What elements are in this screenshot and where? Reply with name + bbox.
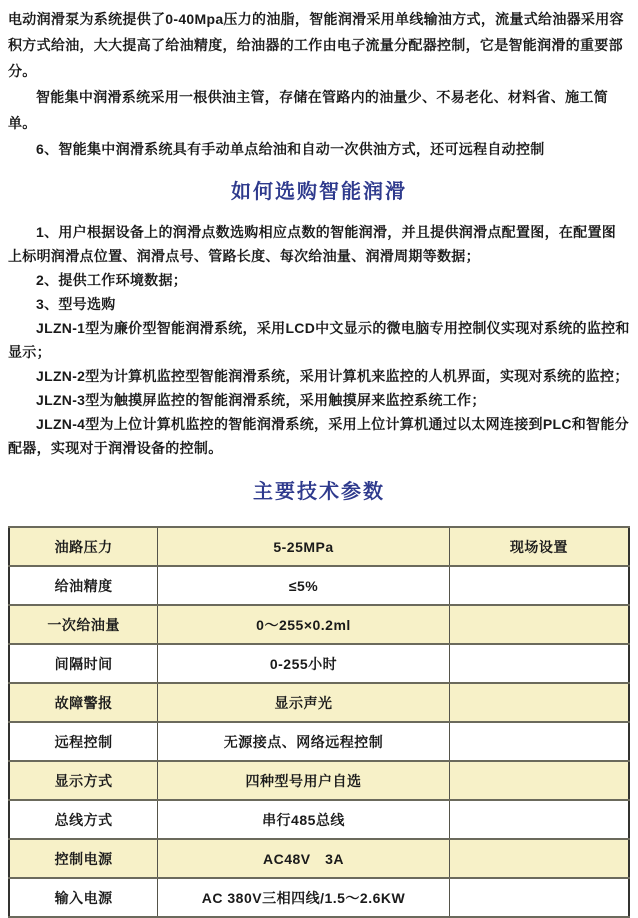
- param-value-cell: 0～255×0.2ml: [158, 605, 449, 644]
- guide-paragraph-2: 2、提供工作环境数据；: [36, 272, 188, 288]
- param-name-cell: 远程控制: [9, 722, 158, 761]
- param-note-cell: [449, 722, 629, 761]
- param-name-cell: 控制电源: [9, 839, 158, 878]
- param-note-cell: 现场设置: [449, 527, 629, 566]
- table-row: [9, 605, 629, 644]
- guide-paragraph-jlzn2: JLZN-2型为计算机监控型智能润滑系统，采用计算机来监控的人机界面，实现对系统的监控；: [36, 368, 629, 384]
- param-value-cell: AC 380V三相四线/1.5～2.6KW: [158, 878, 449, 917]
- intro-paragraph-2: 智能集中润滑系统采用一根供油主管，存储在管路内的油量少、不易老化、材料省、施工简单。: [8, 89, 608, 131]
- param-name-cell: 总线方式: [9, 800, 158, 839]
- param-value-cell: 显示声光: [158, 683, 449, 722]
- table-row: [9, 722, 629, 761]
- param-note-cell: [449, 644, 629, 683]
- guide-paragraph-jlzn4: JLZN-4型为上位计算机监控的智能润滑系统，采用上位计算机通过以太网连接到PLC和智能分配器，实现对于润滑设备的控制。: [8, 416, 629, 456]
- param-note-cell: [449, 683, 629, 722]
- param-note-cell: [449, 761, 629, 800]
- param-name-cell: 间隔时间: [9, 644, 158, 683]
- intro-section: [8, 6, 630, 162]
- param-value-cell: AC48V 3A: [158, 839, 449, 878]
- guide-paragraph-jlzn3: JLZN-3型为触摸屏监控的智能润滑系统，采用触摸屏来监控系统工作；: [36, 392, 486, 408]
- intro-paragraph-1: 电动润滑泵为系统提供了0-40Mpa压力的油脂，智能润滑采用单线输油方式，流量式给油器采用容积方式给油，大大提高了给油精度，给油器的工作由电子流量分配器控制，它是智能润滑的重要部分。: [8, 11, 624, 79]
- param-note-cell: [449, 839, 629, 878]
- section-title-tech-params: 主要技术参数: [253, 481, 385, 503]
- guide-paragraph-jlzn1: JLZN-1型为廉价型智能润滑系统，采用LCD中文显示的微电脑专用控制仪实现对系统的监控和显示；: [8, 320, 630, 360]
- param-name-cell: 故障警报: [9, 683, 158, 722]
- param-name-cell: 显示方式: [9, 761, 158, 800]
- param-name-cell: 输入电源: [9, 878, 158, 917]
- section-title-how-to-buy: 如何选购智能润滑: [231, 181, 407, 203]
- param-name-cell: 一次给油量: [9, 605, 158, 644]
- table-row: [9, 644, 629, 683]
- guide-paragraph-3: 3、型号选购: [36, 296, 116, 312]
- param-name-cell: 油路压力: [9, 527, 158, 566]
- param-value-cell: 四种型号用户自选: [158, 761, 449, 800]
- param-value-cell: 无源接点、网络远程控制: [158, 722, 449, 761]
- table-row: [9, 761, 629, 800]
- param-value-cell: 0-255小时: [158, 644, 449, 683]
- table-row: [9, 839, 629, 878]
- param-note-cell: [449, 878, 629, 917]
- param-value-cell: 串行485总线: [158, 800, 449, 839]
- param-note-cell: [449, 800, 629, 839]
- param-value-cell: ≤5%: [158, 566, 449, 605]
- table-row: [9, 527, 629, 566]
- selection-guide-section: [8, 220, 630, 460]
- table-row: [9, 800, 629, 839]
- tech-params-table: [8, 526, 630, 918]
- param-note-cell: [449, 605, 629, 644]
- table-row: [9, 683, 629, 722]
- intro-paragraph-3: 6、智能集中润滑系统具有手动单点给油和自动一次供油方式，还可远程自动控制: [36, 141, 545, 157]
- param-value-cell: 5-25MPa: [158, 527, 449, 566]
- table-row: [9, 878, 629, 917]
- param-name-cell: 给油精度: [9, 566, 158, 605]
- guide-paragraph-1: 1、用户根据设备上的润滑点数选购相应点数的智能润滑，并且提供润滑点配置图，在配置图上标明润滑点位置、润滑点号、管路长度、每次给油量、润滑周期等数据；: [8, 224, 617, 264]
- param-note-cell: [449, 566, 629, 605]
- table-row: [9, 566, 629, 605]
